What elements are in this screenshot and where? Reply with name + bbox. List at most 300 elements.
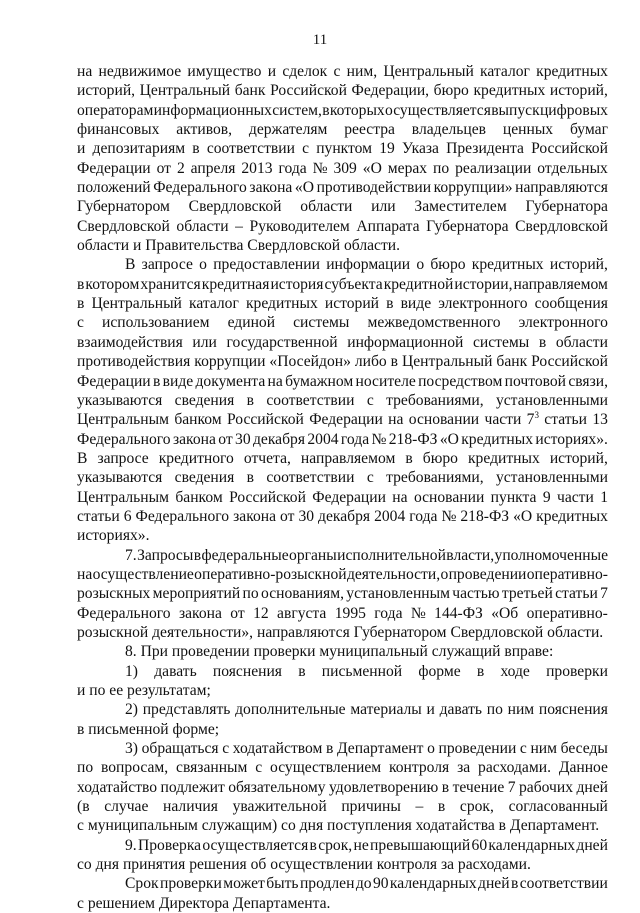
- word: не: [353, 836, 369, 854]
- word: противодействии: [316, 179, 432, 197]
- paragraph-item-9: [77, 836, 608, 875]
- text-line: [77, 449, 608, 468]
- word: расходами.: [478, 759, 551, 777]
- word: ним,: [346, 63, 378, 80]
- word: Федерального: [77, 604, 171, 622]
- word: направляются: [515, 179, 608, 197]
- word: дней: [576, 778, 608, 796]
- line-text: в письменной форме;: [77, 720, 220, 738]
- word: года: [340, 430, 370, 448]
- word: области: [555, 333, 608, 351]
- word: 30: [235, 430, 251, 448]
- text-line: [77, 101, 608, 120]
- text-line: [77, 275, 608, 294]
- line-text: 8. При проведении проверки муниципальный служащий вправе:: [125, 643, 554, 661]
- word: 2004: [307, 430, 339, 448]
- word: виде: [162, 372, 194, 390]
- word: 9.: [125, 836, 137, 854]
- word: части: [556, 488, 594, 506]
- word: причины: [341, 798, 401, 816]
- text-line: [77, 139, 608, 158]
- word: соответствии: [266, 391, 355, 409]
- word: электронного: [518, 314, 608, 332]
- line-text: области и Правительства Свердловской области.: [77, 237, 401, 255]
- word: кредитного: [158, 449, 234, 467]
- word: уполномоченные: [494, 546, 608, 564]
- word: историях».: [535, 430, 608, 448]
- word: от: [230, 604, 245, 622]
- word: Центральный: [383, 63, 474, 80]
- word: форме: [418, 662, 461, 680]
- text-line: [77, 391, 608, 410]
- word: Губернатором: [77, 198, 170, 216]
- text-line: [77, 294, 608, 313]
- word: банком: [175, 488, 223, 506]
- word: быть: [266, 875, 299, 893]
- word: 7: [600, 585, 608, 603]
- word: Губернатора: [525, 198, 608, 216]
- word: наличия: [163, 798, 218, 816]
- word: подлежит: [160, 778, 225, 796]
- word: 12: [253, 604, 269, 622]
- word: проверки: [159, 875, 222, 893]
- word: от: [218, 430, 233, 448]
- word: ходе: [500, 662, 530, 680]
- word: Центральный: [401, 353, 493, 371]
- word: №: [312, 159, 328, 177]
- word: проведении: [438, 740, 517, 758]
- word: до: [355, 875, 372, 893]
- word: банк: [496, 353, 528, 371]
- word: почтовой: [504, 372, 567, 390]
- word: сделок: [282, 63, 328, 80]
- word: Федерации: [77, 159, 151, 177]
- word: 144-ФЗ: [434, 604, 483, 622]
- word: межведомственного: [367, 314, 501, 332]
- text-line: [77, 352, 608, 371]
- word: вопросам,: [101, 759, 169, 777]
- word: закона: [249, 179, 293, 197]
- word: установленными: [495, 469, 608, 487]
- word: проведении: [448, 565, 527, 583]
- word: историй,: [77, 82, 136, 100]
- word: соответствии: [206, 140, 295, 158]
- word: 2): [125, 701, 138, 719]
- paragraph-credit-history-request: [77, 255, 608, 545]
- text-line: [77, 197, 608, 216]
- word: положений: [77, 179, 151, 197]
- word: Проверка: [137, 836, 202, 854]
- word: реализации: [455, 159, 532, 177]
- word: ходатайство: [77, 778, 158, 796]
- word: в: [326, 740, 334, 758]
- text-line: [77, 488, 608, 507]
- word: уважительной: [232, 798, 327, 816]
- word: коррупции: [194, 353, 266, 371]
- paragraph-item-7: [77, 546, 608, 643]
- word: историй: [324, 295, 380, 313]
- word: каталог: [480, 63, 530, 80]
- word: №: [441, 507, 457, 525]
- word: Федерального: [153, 179, 247, 197]
- word: системы: [293, 314, 350, 332]
- word: в: [77, 295, 85, 313]
- word: в: [405, 449, 413, 467]
- word: 7: [507, 778, 516, 796]
- word: в: [538, 333, 547, 351]
- word: банк: [234, 82, 266, 100]
- word: закона: [178, 604, 222, 622]
- word: «О: [294, 179, 314, 197]
- word: бюро: [433, 82, 469, 100]
- paragraph-item-8: [77, 642, 608, 661]
- word: обязательному: [228, 778, 326, 796]
- word: мерах: [387, 159, 428, 177]
- word: от: [280, 507, 295, 525]
- word: единой: [227, 314, 276, 332]
- word: Российской: [531, 353, 608, 371]
- word: проверки: [546, 662, 608, 680]
- text-line: [77, 81, 608, 100]
- word: бюро: [430, 256, 466, 274]
- text-line: [77, 236, 608, 255]
- word: №: [410, 604, 426, 622]
- word: статьи: [544, 411, 588, 429]
- line-text: с муниципальным служащим) со дня поступления ходатайства в Департамент.: [77, 817, 600, 835]
- word: 218-ФЗ: [460, 507, 510, 525]
- word: осуществление: [92, 565, 194, 583]
- word: бумаг: [569, 121, 608, 139]
- word: по: [486, 701, 503, 719]
- word: в: [322, 101, 330, 119]
- word: в: [476, 662, 485, 680]
- text-line: [77, 546, 608, 565]
- word: о: [199, 256, 207, 274]
- word: рабочих: [518, 778, 574, 796]
- word: в: [152, 372, 161, 390]
- text-line: [77, 778, 608, 797]
- word: носителе: [355, 372, 416, 390]
- word: органы: [289, 546, 337, 564]
- word: Департамент: [336, 740, 424, 758]
- word: истории,: [454, 275, 513, 293]
- paragraph-continuation: [77, 62, 608, 255]
- word: календарных: [488, 836, 576, 854]
- word: 218-ФЗ: [388, 430, 438, 448]
- word: информационных: [153, 101, 272, 119]
- word: «О: [362, 159, 382, 177]
- word: от: [156, 159, 171, 177]
- superscript: 3: [534, 410, 539, 421]
- text-line: [77, 874, 608, 893]
- word: кредитных: [471, 256, 544, 274]
- word: на: [388, 411, 404, 429]
- text-line: [77, 836, 608, 855]
- word: В: [77, 449, 88, 467]
- text-line: [77, 507, 608, 526]
- word: декабря: [252, 430, 305, 448]
- word: представлять: [142, 701, 231, 719]
- word: документа: [195, 372, 266, 390]
- word: давать: [439, 701, 483, 719]
- text-line: [77, 700, 608, 719]
- word: котором: [85, 275, 140, 293]
- word: сообщения: [534, 295, 608, 313]
- word: осуществлением: [270, 759, 382, 777]
- word: оперативно-: [526, 565, 608, 583]
- word: Срок: [125, 875, 159, 893]
- word: цифровых: [539, 101, 608, 119]
- word: соответствии: [519, 875, 608, 893]
- line-text: и по ее результатам;: [77, 682, 211, 699]
- word: 30: [298, 507, 315, 525]
- word: мероприятий: [152, 585, 241, 603]
- word: области: [176, 217, 229, 235]
- word: власти,: [446, 546, 495, 564]
- paragraph-extension: [77, 874, 608, 913]
- word: за: [457, 759, 471, 777]
- word: срок,: [459, 798, 494, 816]
- word: или: [371, 198, 396, 216]
- word: государственной: [226, 333, 338, 351]
- text-line: [77, 623, 608, 642]
- word: предоставлении: [213, 256, 320, 274]
- text-line: [77, 333, 608, 352]
- word: в: [77, 275, 85, 293]
- word: года: [409, 507, 438, 525]
- word: области: [300, 198, 353, 216]
- word: указываются: [77, 469, 163, 487]
- line-text: со дня принятия решения об осуществлении контроля за расходами.: [77, 856, 531, 874]
- word: Федерации: [309, 411, 383, 429]
- word: 309: [333, 159, 357, 177]
- word: которых: [329, 101, 385, 119]
- word: пояснения: [212, 662, 282, 680]
- word: Заместителем: [414, 198, 507, 216]
- word: апреля: [190, 159, 236, 177]
- word: информации: [326, 256, 411, 274]
- word: связанным: [176, 759, 248, 777]
- word: деятельности,: [346, 565, 441, 583]
- word: с: [77, 314, 84, 332]
- word: с: [302, 140, 310, 158]
- word: и: [77, 140, 86, 158]
- word: историй,: [549, 449, 608, 467]
- word: направляемом: [300, 449, 396, 467]
- text-line: [77, 855, 608, 874]
- word: Президента: [446, 140, 524, 158]
- text-line: [77, 894, 608, 913]
- word: части: [484, 411, 522, 429]
- word: Российской: [229, 488, 306, 506]
- word: согласованный: [508, 798, 608, 816]
- word: на: [77, 63, 93, 80]
- word: либо: [354, 353, 387, 371]
- word: банком: [174, 411, 222, 429]
- word: субъекта: [324, 275, 383, 293]
- word: оперативно-розыскной: [194, 565, 347, 583]
- word: Данное: [558, 759, 608, 777]
- paragraph-item-8-1: [77, 662, 608, 701]
- word: дней: [576, 836, 608, 854]
- word: хранится: [140, 275, 201, 293]
- word: 6: [123, 507, 132, 525]
- paragraph-item-8-2: [77, 700, 608, 739]
- word: 13: [592, 411, 608, 429]
- word: основаниям,: [261, 585, 344, 603]
- word: Губернатора: [426, 217, 509, 235]
- word: года: [374, 604, 403, 622]
- word: ходатайством: [232, 740, 323, 758]
- word: сведения: [174, 391, 235, 409]
- word: федеральные: [201, 546, 289, 564]
- word: Свердловской: [188, 198, 282, 216]
- word: по: [242, 585, 259, 603]
- word: связи,: [568, 372, 608, 390]
- word: срок,: [318, 836, 353, 854]
- page-number: 11: [312, 32, 328, 48]
- text-line: [77, 739, 608, 758]
- word: 2: [176, 159, 185, 177]
- word: системы: [472, 333, 530, 351]
- word: удовлетворению: [328, 778, 439, 796]
- paragraph-item-8-3: [77, 739, 608, 836]
- word: 2013: [241, 159, 273, 177]
- word: по: [77, 759, 94, 777]
- word: 9: [542, 488, 551, 506]
- word: 1: [600, 488, 608, 506]
- word: «О: [513, 507, 533, 525]
- word: использованием: [101, 314, 210, 332]
- word: оперативно-: [526, 604, 608, 622]
- word: статьи: [555, 585, 598, 603]
- word: о: [427, 740, 435, 758]
- text-line: [77, 662, 608, 681]
- word: кредитных: [461, 430, 534, 448]
- word: историй,: [549, 256, 608, 274]
- word: может: [223, 875, 265, 893]
- word: с: [519, 740, 527, 758]
- word: Указа: [401, 140, 439, 158]
- word: дополнительные: [235, 701, 346, 719]
- word: или: [192, 333, 217, 351]
- word: статьи: [77, 507, 120, 525]
- word: соответствии: [266, 469, 355, 487]
- word: Российской: [270, 82, 347, 100]
- word: кредитных: [473, 82, 546, 100]
- word: контроля: [388, 759, 450, 777]
- word: с: [366, 469, 374, 487]
- word: указываются: [77, 391, 163, 409]
- text-line: [77, 410, 608, 429]
- word: в: [298, 662, 306, 680]
- word: выпуск: [491, 101, 540, 119]
- word: Федерации: [77, 372, 151, 390]
- word: Федерального: [135, 507, 230, 525]
- word: бюро: [422, 449, 458, 467]
- word: давать: [154, 662, 197, 680]
- word: беседы: [560, 740, 608, 758]
- word: Центральным: [77, 488, 169, 506]
- word: Центральный: [139, 82, 231, 100]
- line-text: розыскной деятельности», направляются Губернатором Свердловской области.: [77, 623, 604, 641]
- text-line: [77, 797, 608, 816]
- word: случае: [104, 798, 149, 816]
- word: (в: [77, 798, 90, 816]
- word: 60: [471, 836, 488, 854]
- word: 3): [125, 740, 138, 758]
- text-line: [77, 584, 608, 603]
- word: течение: [452, 778, 505, 796]
- word: о: [416, 256, 425, 274]
- word: Центральным: [77, 411, 169, 429]
- word: Свердловской: [515, 217, 608, 235]
- word: 19: [379, 140, 395, 158]
- word: ценных: [502, 121, 554, 139]
- word: кредитных: [536, 507, 608, 525]
- text-line: [77, 565, 608, 584]
- word: Руководителем: [249, 217, 350, 235]
- word: кредитных: [536, 63, 608, 80]
- word: в: [246, 469, 255, 487]
- word: 1995: [334, 604, 366, 622]
- word: установленными: [495, 391, 608, 409]
- word: информационной: [347, 333, 464, 351]
- word: с: [255, 759, 263, 777]
- word: установленным: [346, 585, 450, 603]
- word: реестра: [344, 121, 395, 139]
- word: Центральный: [91, 295, 182, 313]
- text-line: [77, 642, 608, 661]
- word: основании: [408, 411, 480, 429]
- word: отдельных: [537, 159, 608, 177]
- word: каталог: [188, 295, 239, 313]
- word: с: [366, 391, 374, 409]
- word: в: [386, 295, 394, 313]
- text-line: [77, 372, 608, 391]
- word: 7.: [125, 546, 137, 564]
- word: закона: [233, 507, 277, 525]
- word: требованиями,: [386, 469, 484, 487]
- word: Российской: [227, 411, 304, 429]
- word: депозитариям: [92, 140, 186, 158]
- text-line: [77, 217, 608, 236]
- word: требованиями,: [386, 391, 484, 409]
- word: №: [371, 430, 387, 448]
- word: ним: [507, 701, 535, 719]
- text-line: [77, 720, 608, 739]
- word: запросе: [141, 256, 193, 274]
- word: взаимодействия: [77, 333, 183, 351]
- word: пункта: [490, 488, 537, 506]
- text-line: [77, 159, 608, 178]
- text-line: [77, 468, 608, 487]
- word: Свердловской: [77, 217, 170, 235]
- word: «О: [439, 430, 459, 448]
- word: держателям: [248, 121, 328, 139]
- word: письменной: [321, 662, 403, 680]
- word: направляемом: [513, 275, 608, 293]
- word: и: [426, 701, 435, 719]
- text-line: [77, 430, 608, 449]
- word: на: [392, 488, 408, 506]
- word: в: [390, 353, 399, 371]
- word: Федерации,: [351, 82, 430, 100]
- word: дней: [478, 875, 510, 893]
- word: в: [193, 546, 202, 564]
- word: систем,: [272, 101, 322, 119]
- word: кредитных: [245, 295, 318, 313]
